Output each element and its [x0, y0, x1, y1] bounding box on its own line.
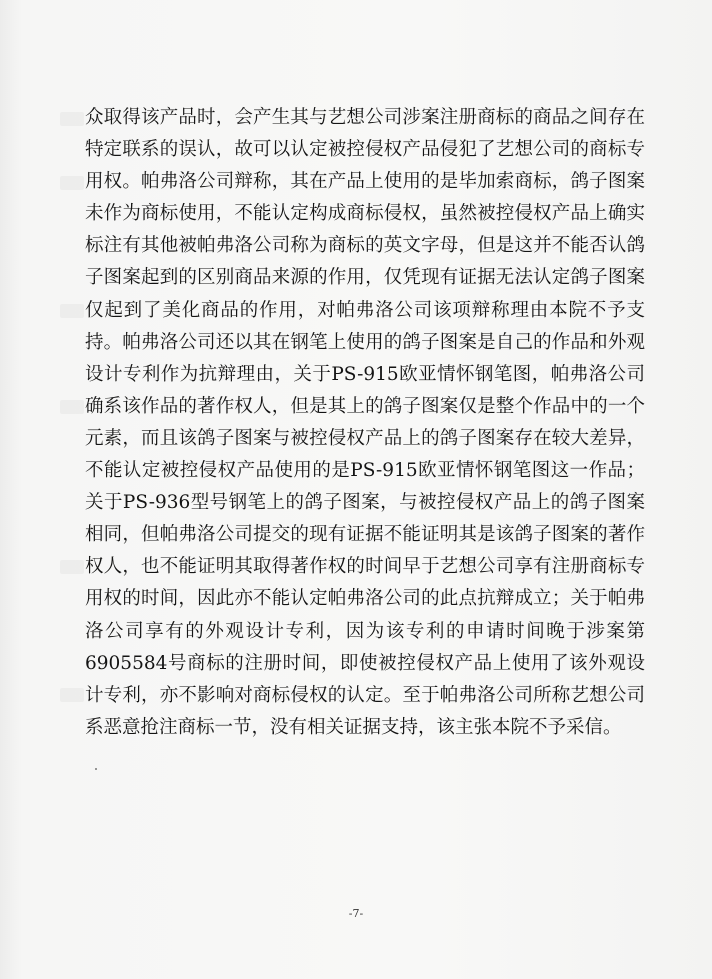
page-number: -7-: [348, 907, 364, 920]
bleed-through-mark: [60, 176, 84, 190]
scan-speck: [95, 768, 97, 770]
bleed-through-mark: [60, 400, 84, 414]
bleed-through-mark: [60, 304, 84, 318]
body-paragraph: 众取得该产品时，会产生其与艺想公司涉案注册商标的商品之间存在特定联系的误认，故可以认定被控侵权产品侵犯了艺想公司的商标专用权。帕弗洛公司辩称，其在产品上使用的是毕加索商标，鸽子图案未作为商标使用，不能认定构成商标侵权，虽然被控侵权产品上确实标注有其他被帕弗洛公司称为商标的英文字母，但是这并不能否认鸽子图案起到的区别商品来源的作用，仅凭现有证据无法认定鸽子图案仅起到了美化商品的作用，对帕弗洛公司该项辩称理由本院不予支持。帕弗洛公司还以其在钢笔上使用的鸽子图案是自己的作品和外观设计专利作为抗辩理由，关于PS-915欧亚情怀钢笔图，帕弗洛公司确系该作品的著作权人，但是其上的鸽子图案仅是整个作品中的一个元素，而且该鸽子图案与被控侵权产品上的鸽子图案存在较大差异，不能认定被控侵权产品使用的是PS-915欧亚情怀钢笔图这一作品；关于PS-936型号钢笔上的鸽子图案，与被控侵权产品上的鸽子图案相同，但帕弗洛公司提交的现有证据不能证明其是该鸽子图案的著作权人，也不能证明其取得著作权的时间早于艺想公司享有注册商标专用权的时间，因此亦不能认定帕弗洛公司的此点抗辩成立；关于帕弗洛公司享有的外观设计专利，因为该专利的申请时间晚于涉案第6905584号商标的注册时间，即使被控侵权产品上使用了该外观设计专利，亦不影响对商标侵权的认定。至于帕弗洛公司所称艺想公司系恶意抢注商标一节，没有相关证据支持，该主张本院不予采信。: [85, 107, 645, 738]
bleed-through-mark: [60, 112, 84, 126]
bleed-through-mark: [60, 560, 84, 574]
bleed-through-mark: [60, 688, 84, 702]
